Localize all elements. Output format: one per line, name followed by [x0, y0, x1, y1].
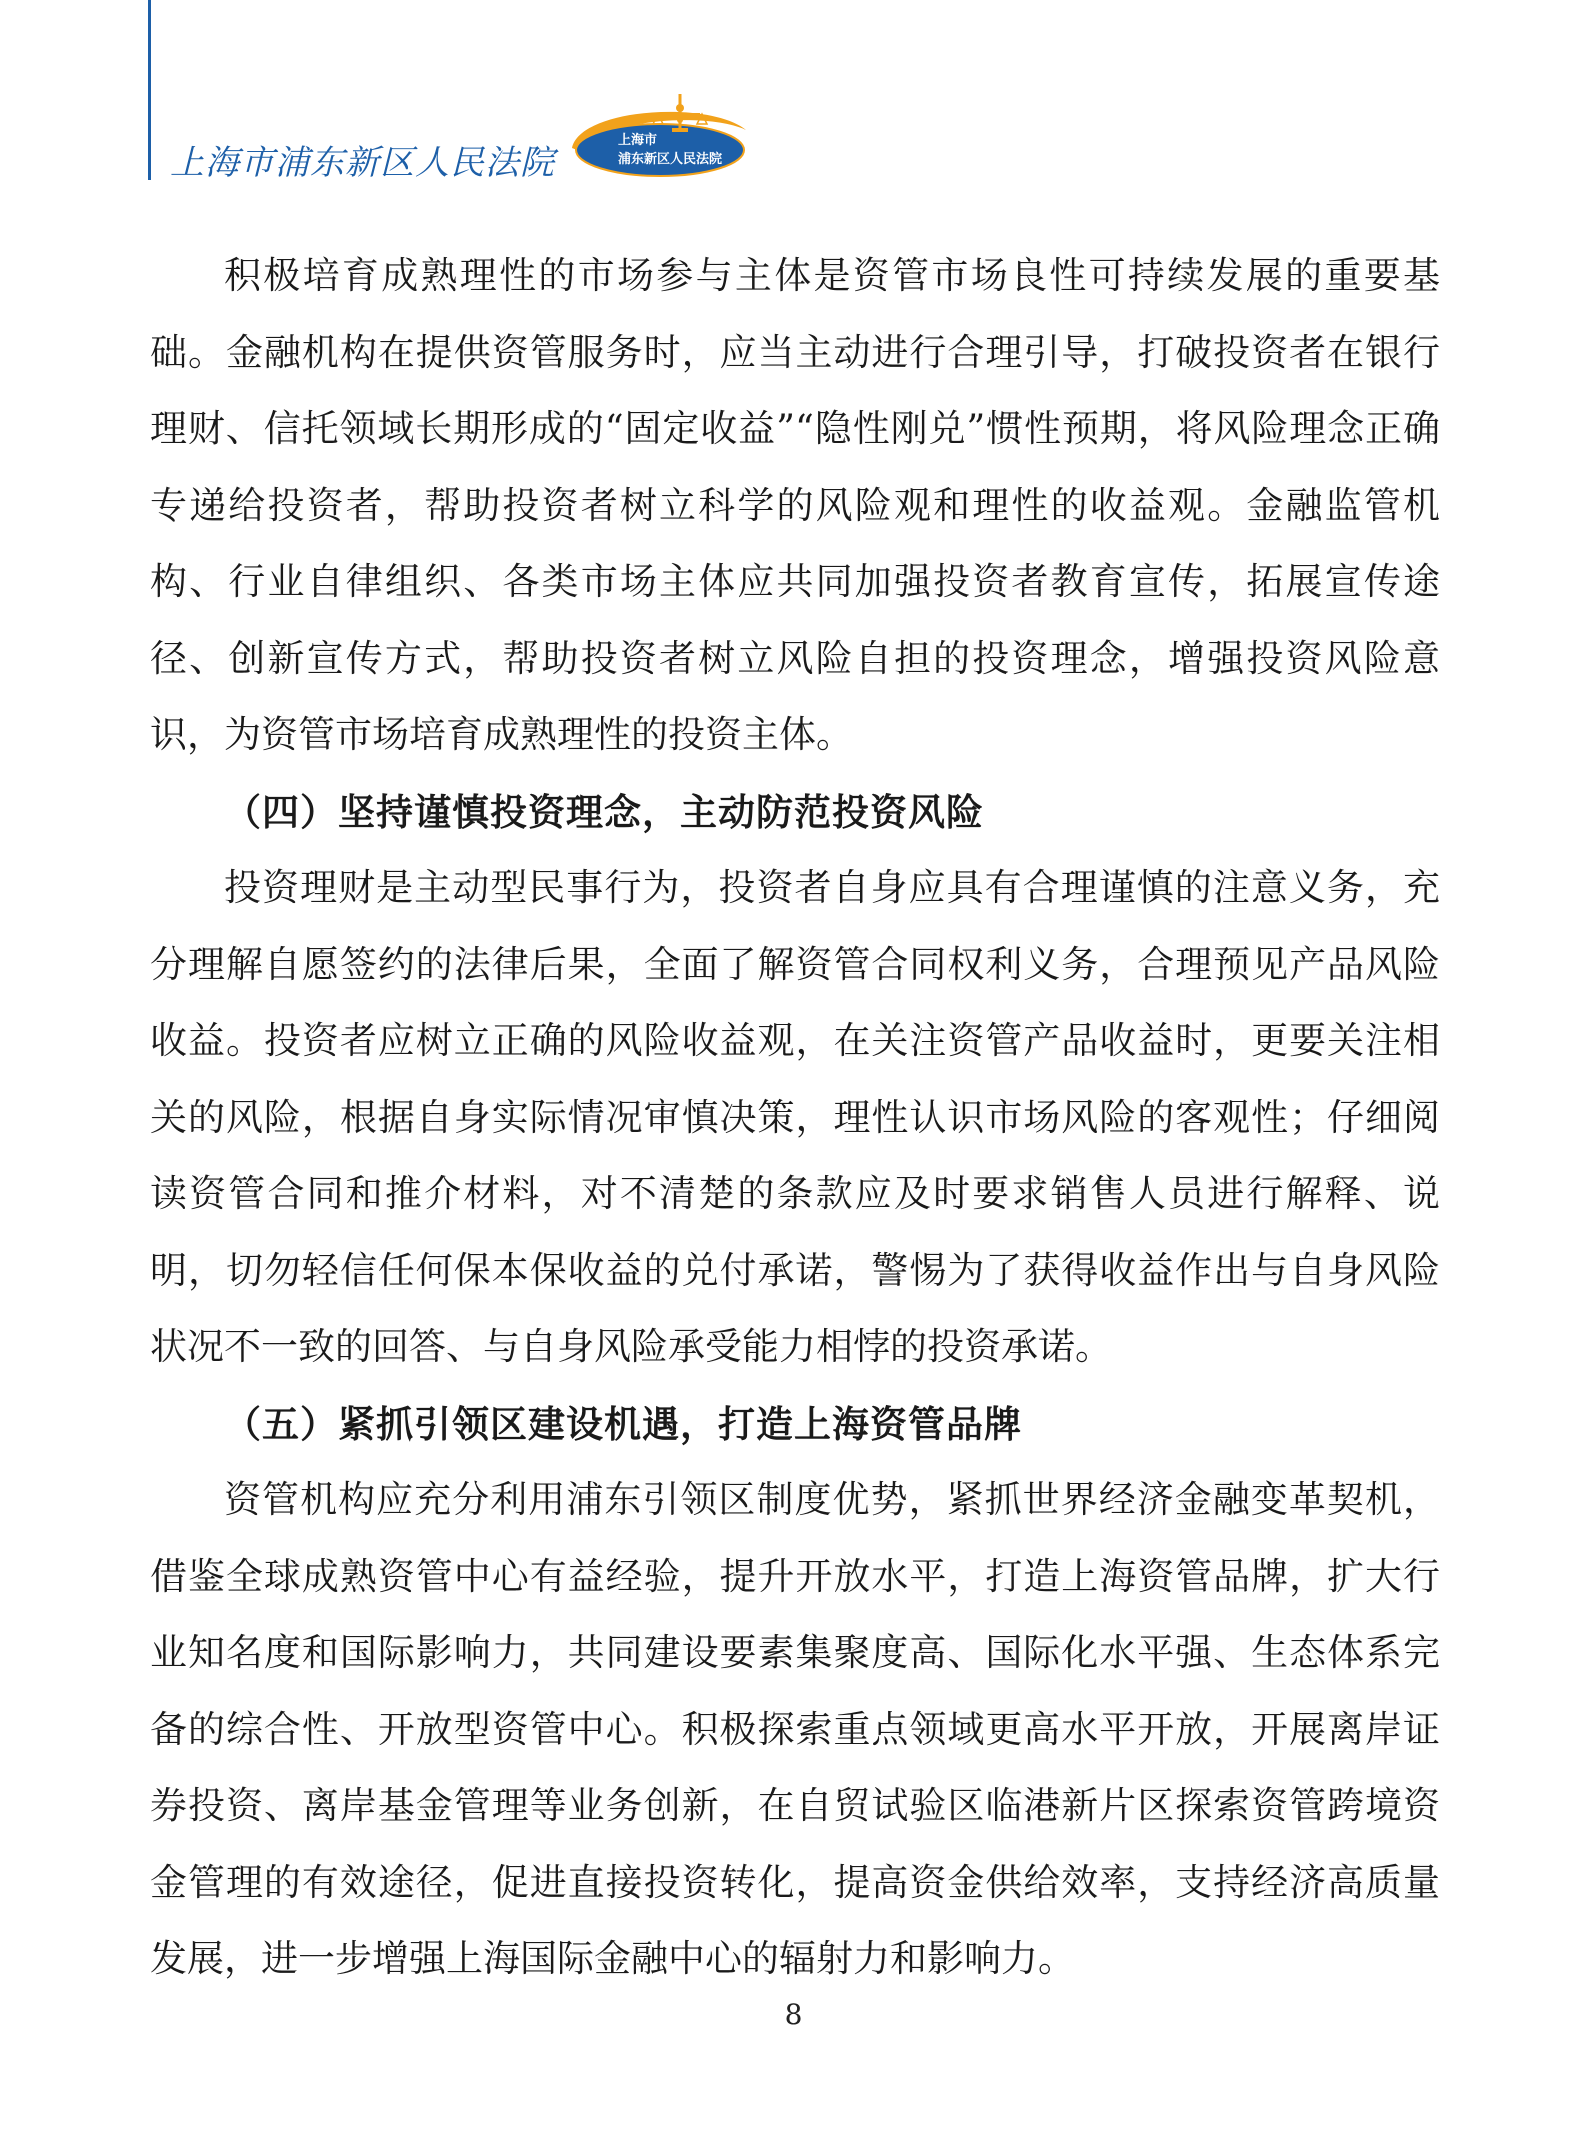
section-heading-5: （五）紧抓引领区建设机遇，打造上海资管品牌	[224, 1401, 1022, 1446]
header-rule	[148, 0, 151, 180]
paragraph-shanghai-brand: 资管机构应充分利用浦东引领区制度优势，紧抓世界经济金融变革契机，借鉴全球成熟资管中心有益经验，提升开放水平，打造上海资管品牌，扩大行业知名度和国际影响力，共同建设要素集聚度高、国际化水平强、生态体系完备的综合性、开放型资管中心。积极探索重点领域更高水平开放，开展离岸证券投资、离岸基金管理等业务创新，在自贸试验区临港新片区探索资管跨境资金管理的有效途径，促进直接投资转化，提高资金供给效率，支持经济高质量发展，进一步增强上海国际金融中心的辐射力和影响力。	[150, 1478, 1440, 1980]
document-body	[150, 238, 1440, 1998]
paragraph-market-participants: 积极培育成熟理性的市场参与主体是资管市场良性可持续发展的重要基础。金融机构在提供资管服务时，应当主动进行合理引导，打破投资者在银行理财、信托领域长期形成的“固定收益”“隐性刚兑”惯性预期，将风险理念正确专递给投资者，帮助投资者树立科学的风险观和理性的收益观。金融监管机构、行业自律组织、各类市场主体应共同加强投资者教育宣传，拓展宣传途径、创新宣传方式，帮助投资者树立风险自担的投资理念，增强投资风险意识，为资管市场培育成熟理性的投资主体。	[150, 254, 1440, 756]
paragraph-prudent-investment: 投资理财是主动型民事行为，投资者自身应具有合理谨慎的注意义务，充分理解自愿签约的法律后果，全面了解资管合同权利义务，合理预见产品风险收益。投资者应树立正确的风险收益观，在关注资管产品收益时，更要关注相关的风险，根据自身实际情况审慎决策，理性认识市场风险的客观性；仔细阅读资管合同和推介材料，对不清楚的条款应及时要求销售人员进行解释、说明，切勿轻信任何保本保收益的兑付承诺，警惕为了获得收益作出与自身风险状况不一致的回答、与自身风险承受能力相悖的投资承诺。	[150, 866, 1440, 1368]
page-number: 8	[784, 1998, 803, 2031]
section-heading-4: （四）坚持谨慎投资理念，主动防范投资风险	[224, 789, 984, 834]
logo-text-line2: 浦东新区人民法院	[618, 152, 723, 167]
court-logo	[560, 90, 750, 190]
court-name-header: 上海市浦东新区人民法院	[170, 143, 555, 183]
logo-text-line1: 上海市	[618, 133, 658, 148]
